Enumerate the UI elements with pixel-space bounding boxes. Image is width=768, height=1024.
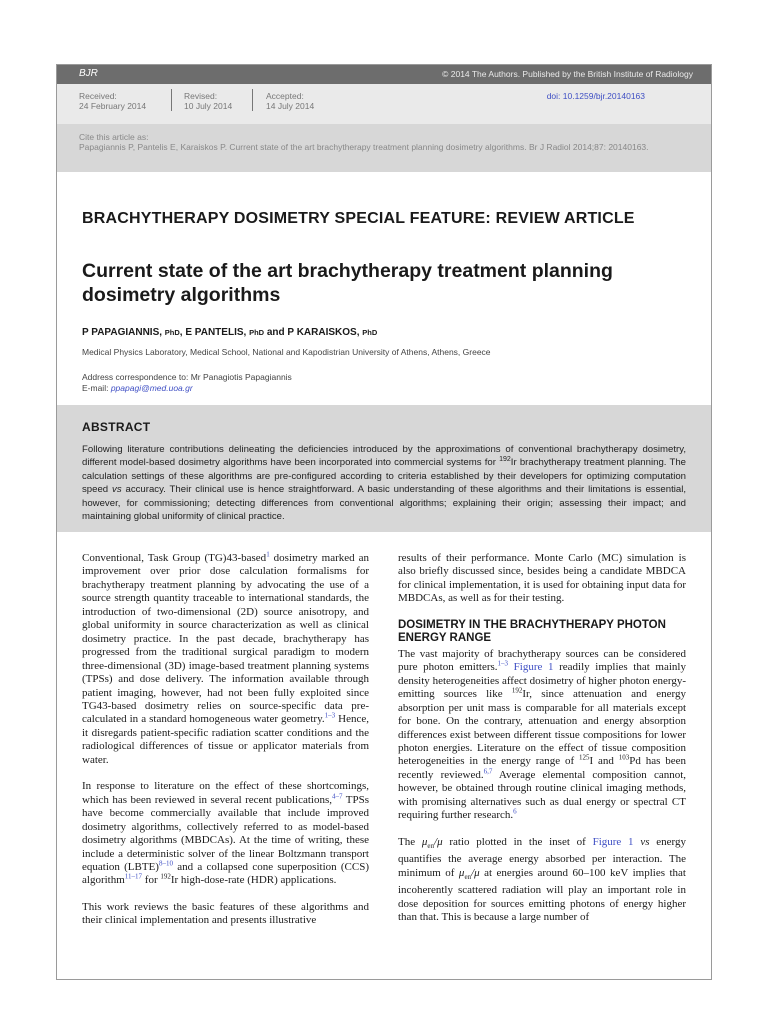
citation-text [79,132,699,152]
abstract-heading: ABSTRACT [82,420,151,434]
dates-bar [57,84,711,124]
paragraph: The $\mu_{en}/\mu$ ratio plotted in the inset of Figure 1 vs energy quantifies the average energy absorbed per interaction. The minimum of $\mu_{en}/\mu$ at energies around 60–100 keV implies that incoherently scattered radiation will play an important role in dose deposition for sources emitting photons of energy higher than that. This is because a large number of [398,835,686,924]
divider [171,89,172,111]
cite-label: Cite this article as: [79,132,149,142]
abstract-box [57,405,711,532]
reference-link[interactable]: 1–3 [497,659,509,668]
section-heading: DOSIMETRY IN THE BRACHYTHERAPY PHOTON ENERGY RANGE [398,618,666,645]
paragraph: This work reviews the basic features of these algorithms and their clinical implementation and presents illustrative [82,900,369,927]
reference-link[interactable]: 6,7 [483,767,493,776]
reference-link[interactable]: 1–3 [324,711,336,720]
reference-link[interactable]: 6 [513,807,517,816]
received-date: Received: 24 February 2014 [79,91,147,111]
citation-box [57,124,711,172]
revised-date: Revised: 10 July 2014 [184,91,233,111]
email-link[interactable]: ppapagi@med.uoa.gr [110,383,193,393]
journal-header-bar [57,65,711,84]
abstract-text: Following literature contributions delineating the deficiencies introduced by the approximations of conventional brachytherapy dosimetry, different model-based dosimetry algorithms have been incorporated into commercial systems for $^{192}$Ir brachytherapy treatment planning. The calculation settings of these algorithms are pre-configured according to criteria established by their developers for optimizing computation speed vs accuracy. Their clinical use is hence straightforward. A basic understanding of these algorithms and their limitations is essential, however, for commissioning; detecting differences from conventional algorithms; explaining their origin; assessing their impact; and maintaining global uniformity of clinical practice. [82,444,686,523]
correspondence: Address correspondence to: Mr Panagiotis Papagiannis E-mail: ppapagi@med.uoa.gr [82,372,292,393]
divider [252,89,253,111]
doi-link[interactable]: doi: 10.1259/bjr.20140163 [546,91,645,101]
paragraph: Conventional, Task Group (TG)43-based$^1$ dosimetry marked an improvement over prior dose calculation formalisms for brachytherapy treatment planning by advocating the use of a source strength quantity traceable to international standards, the introduction of two-dimensional (2D) source anisotropy, and global uniformity in source characterization as well as clinical dosimetry practice. In the past decade, brachytherapy has progressed from the traditional surgical paradigm to modern three-dimensional (3D) image-based treatment planning systems (TPSs) and dose delivery. The information available through patient imaging, however, had not been fully exploited since TG43-based dosimetry relies on source-specific data pre-calculated in a standard homogeneous water geometry.$^{1-3}$ Hence, it disregards patient-specific radiation scatter conditions and the radiological differences of tissue or applicator materials from water. [82,550,370,766]
reference-link[interactable]: 1 [266,550,270,559]
body-column-right [398,552,686,938]
paragraph: The vast majority of brachytherapy sources can be considered pure photon emitters.$^{1-3}$ Figure 1 readily implies that mainly density heterogeneities affect dosimetry of higher photon energy-emitting sources like $^{192}$Ir, since attenuation and energy absorption per unit mass is comparable for all materials except for bone. On the contrary, attenuation and energy absorption differences exist between different tissue compositions for lower photon energies. Literature on the effect of tissue composition heterogeneities in the energy range of $^{125}$I and $^{103}$Pd has been recently reviewed.$^{6,7}$ Average elemental composition cannot, however, be obtained through routine clinical imaging methods, with promising alternatives such as dual energy or spectral CT requiring further research.$^6$ [398,647,687,822]
article-title: Current state of the art brachytherapy treatment planning dosimetry algorithms [82,260,613,306]
accepted-date: Accepted: 14 July 2014 [266,91,315,111]
figure-link[interactable]: Figure 1 [513,661,554,674]
cite-reference: Papagiannis P, Pantelis E, Karaiskos P. Current state of the art brachytherapy treatment planning dosimetry algorithms. Br J Radiol 2014;87: 20140163. [79,142,649,152]
author-list: P PAPAGIANNIS, PhD, E PANTELIS, PhD and P KARAISKOS, PhD [82,327,378,338]
reference-link[interactable]: 4–7 [331,792,343,801]
body-column-left [82,552,369,941]
affiliation: Medical Physics Laboratory, Medical School, National and Kapodistrian University of Athens, Athens, Greece [82,347,491,357]
paragraph: results of their performance. Monte Carlo (MC) simulation is also briefly discussed since, besides being a candidate MBDCA for clinical implementation, it is used for obtaining input data for MBDCAs, as well as for their testing. [398,552,686,605]
paragraph: In response to literature on the effect of these shortcomings, which has been reviewed in several recent publications,$^{4-7}$ TPSs have become commercially available that include improved dosimetry algorithms, collectively referred to as model-based dosimetry algorithms (MBDCAs). At the time of writing, these include a deterministic solver of the linear Boltzmann transport equation (LBTE)$^{8-10}$ and a collapsed cone superposition (CCS) algorithm$^{11-17}$ for $^{192}$Ir high-dose-rate (HDR) applications. [82,780,369,887]
journal-name: BJR [79,68,98,79]
reference-link[interactable]: 8–10 [158,859,173,868]
reference-link[interactable]: 11–17 [124,872,143,881]
figure-link[interactable]: Figure 1 [592,835,634,848]
section-label: BRACHYTHERAPY DOSIMETRY SPECIAL FEATURE: REVIEW ARTICLE [82,210,635,227]
copyright-notice: © 2014 The Authors. Published by the British Institute of Radiology [442,69,693,79]
